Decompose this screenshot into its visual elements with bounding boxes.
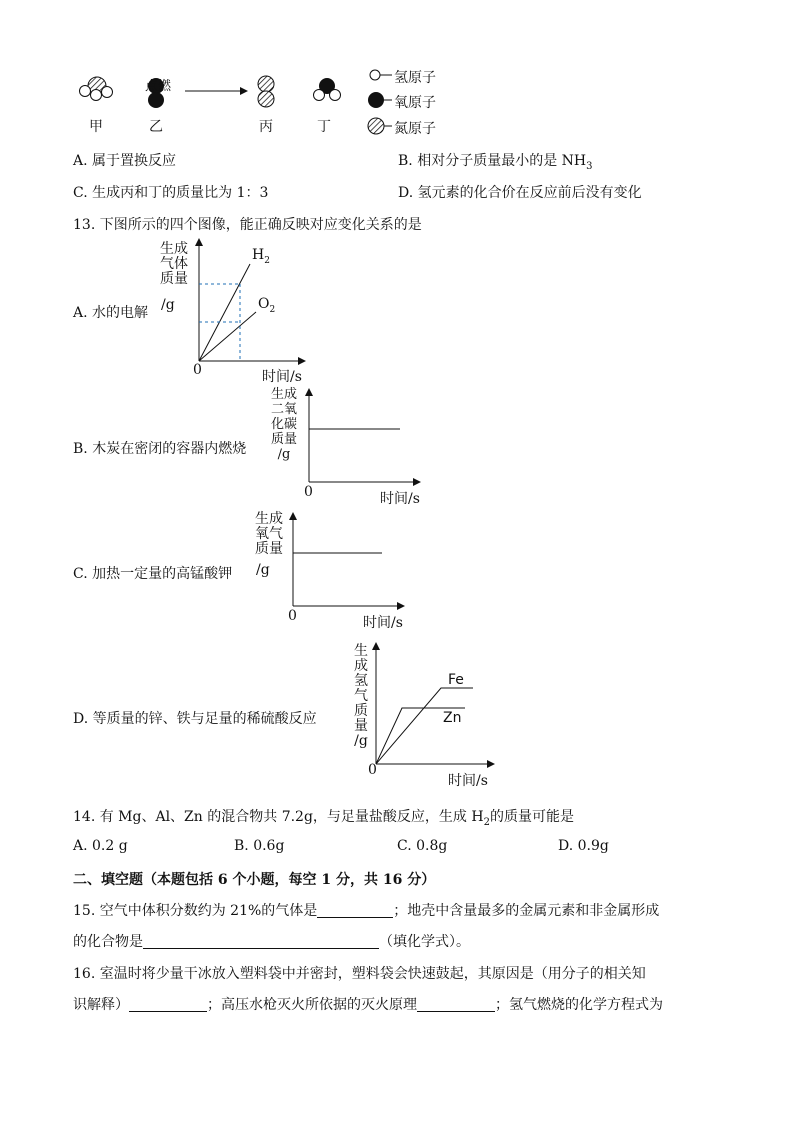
legend-nitrogen-icon bbox=[368, 118, 392, 134]
graph-a-ylabel: 生成 气体 质量 bbox=[160, 241, 188, 287]
graph-d-xlabel: 时间/s bbox=[448, 773, 488, 789]
label-ding: 丁 bbox=[317, 119, 331, 135]
graph-c-ylabel: 生成 氧气 质量 bbox=[255, 511, 283, 557]
q14-stem: 14. 有 Mg、Al、Zn 的混合物共 7.2g，与足量盐酸反应，生成 $H_2$的质量可能是 bbox=[73, 809, 574, 828]
graph-d-ylabel: 生 成 氢 气 质 量 /g bbox=[354, 643, 368, 749]
q16-blank-1 bbox=[129, 997, 207, 1012]
label-jia: 甲 bbox=[89, 119, 103, 135]
q14-option-b: B. 0.6g bbox=[234, 838, 285, 854]
q14-option-d: D. 0.9g bbox=[558, 838, 609, 854]
graph-a-h2-line bbox=[199, 264, 250, 361]
graph-b-ylabel: 生成 二氧 化碳 质量 /g bbox=[271, 387, 298, 462]
q15-line-1: 15. 空气中体积分数约为 21%的气体是 ；地壳中含量最多的金属元素和非金属形成 bbox=[73, 903, 660, 919]
graph-d-series-fe: Fe bbox=[448, 672, 464, 688]
graph-a-series-o2: $O_2$ bbox=[258, 296, 276, 315]
legend-nitrogen: 氮原子 bbox=[394, 121, 436, 137]
graph-c-xlabel: 时间/s bbox=[363, 615, 403, 631]
molecule-ding-icon bbox=[314, 78, 341, 101]
legend-hydrogen: 氢原子 bbox=[394, 70, 436, 86]
graph-d-axes bbox=[369, 640, 499, 770]
molecule-jia-icon bbox=[80, 77, 113, 101]
legend-hydrogen-icon bbox=[370, 70, 392, 80]
graph-a-o2-line bbox=[199, 312, 256, 361]
q13-option-d: D. 等质量的锌、铁与足量的稀硫酸反应 bbox=[73, 711, 317, 727]
q14-option-c: C. 0.8g bbox=[397, 838, 448, 854]
reaction-condition: 点燃 bbox=[145, 79, 172, 94]
q14-option-a: A. 0.2 g bbox=[73, 838, 128, 854]
q13-option-b: B. 木炭在密闭的容器内燃烧 bbox=[73, 441, 247, 457]
legend-oxygen: 氧原子 bbox=[394, 95, 436, 111]
graph-c-yunit: /g bbox=[256, 562, 270, 578]
graph-a-axes bbox=[190, 236, 310, 366]
q13-option-c: C. 加热一定量的高锰酸钾 bbox=[73, 566, 233, 582]
q16-line-2: 识解释） ；高压水枪灭火所依据的灭火原理 ；氢气燃烧的化学方程式为 bbox=[73, 997, 663, 1013]
q12-option-d: D. 氢元素的化合价在反应前后没有变化 bbox=[398, 185, 642, 201]
q15-blank-2 bbox=[143, 934, 379, 949]
legend-oxygen-icon bbox=[368, 92, 392, 108]
q12-option-c: C. 生成丙和丁的质量比为 1：3 bbox=[73, 185, 269, 201]
graph-b-origin: 0 bbox=[304, 484, 313, 500]
q13-option-a: A. 水的电解 bbox=[73, 305, 149, 321]
molecule-bing-icon bbox=[258, 76, 274, 107]
graph-c-axes bbox=[284, 510, 409, 610]
q16-line-1: 16. 室温时将少量干冰放入塑料袋中并密封，塑料袋会快速鼓起，其原因是（用分子的相关知 bbox=[73, 966, 646, 982]
graph-b-axes bbox=[300, 386, 425, 486]
graph-d-series-zn: Zn bbox=[443, 710, 462, 726]
q15-blank-1 bbox=[317, 903, 393, 918]
label-yi: 乙 bbox=[149, 119, 163, 135]
graph-a-xlabel: 时间/s bbox=[262, 369, 302, 385]
graph-a-series-h2: $H_2$ bbox=[252, 247, 270, 266]
graph-d-origin: 0 bbox=[368, 762, 377, 778]
graph-c-origin: 0 bbox=[288, 608, 297, 624]
graph-d-fe-line bbox=[376, 688, 473, 764]
q12-option-b: B. 相对分子质量最小的是 $NH_3$ bbox=[398, 153, 593, 172]
q13-stem: 13. 下图所示的四个图像，能正确反映对应变化关系的是 bbox=[73, 217, 422, 233]
q12-option-a: A. 属于置换反应 bbox=[73, 153, 177, 169]
q16-blank-2 bbox=[417, 997, 495, 1012]
graph-a-yunit: /g bbox=[161, 297, 175, 313]
label-bing: 丙 bbox=[259, 119, 273, 135]
q15-line-2: 的化合物是 （填化学式）。 bbox=[73, 934, 470, 950]
graph-b-xlabel: 时间/s bbox=[380, 491, 420, 507]
section-2-heading: 二、填空题（本题包括 6 个小题，每空 1 分，共 16 分） bbox=[73, 872, 436, 888]
graph-a-origin: 0 bbox=[193, 362, 202, 378]
